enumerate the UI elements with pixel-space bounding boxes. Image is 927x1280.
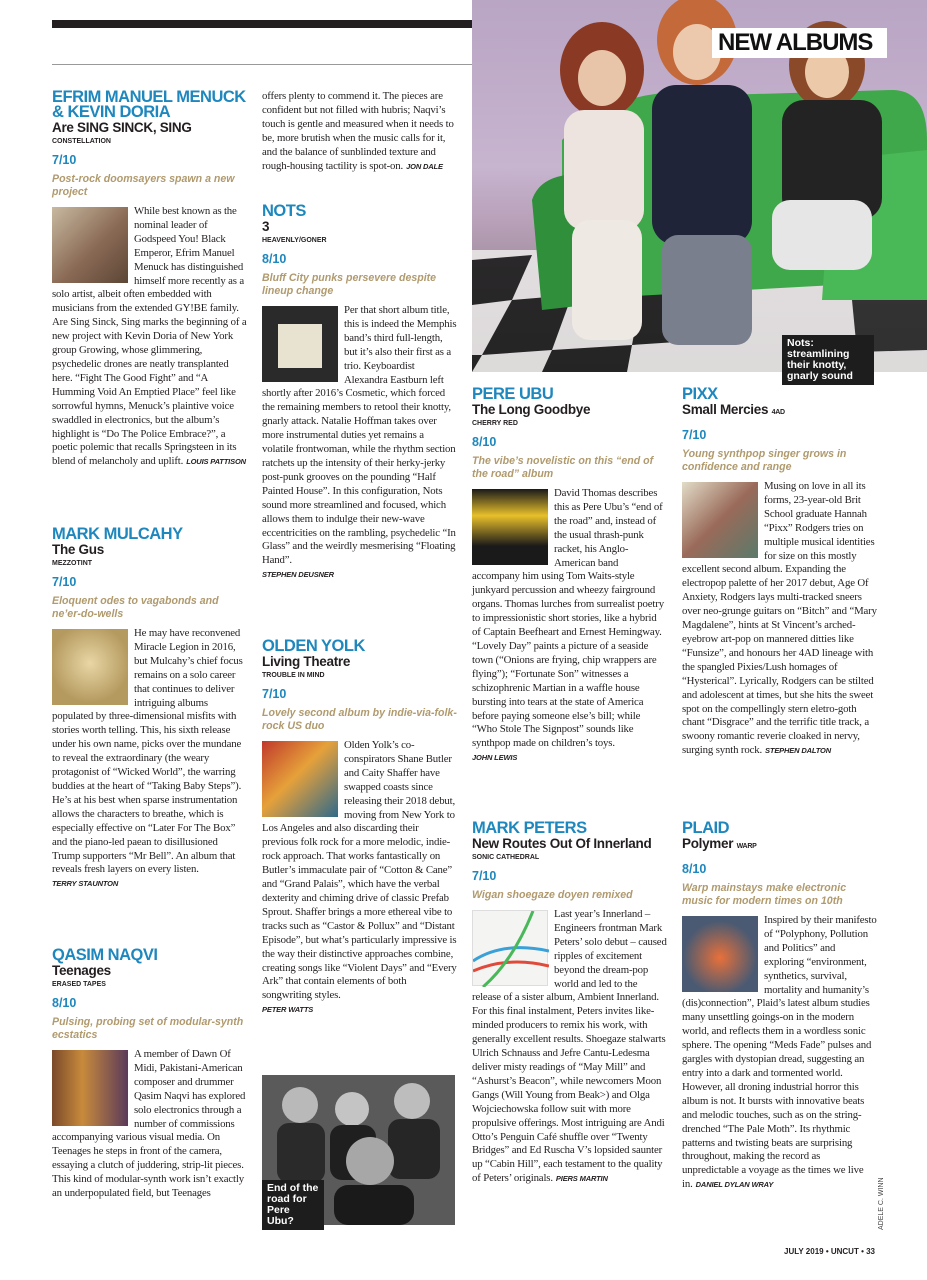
review-artist: QASIM NAQVI — [52, 946, 158, 964]
review-mark-peters — [472, 821, 667, 1186]
review-rating: 8/10 — [52, 996, 77, 1010]
review-album: Teenages — [52, 963, 111, 978]
review-byline: JON DALE — [406, 161, 443, 171]
review-artist: PLAID — [682, 819, 729, 837]
review-body — [262, 739, 457, 1017]
review-text: Olden Yolk’s co-conspirators Shane Butler and Caity Shaffer have swapped coasts since releasing their 2018 debut, moving from New York to Los Angeles and also discarding their previous folk rock for a more melodic, indie-rock approach. That works fantastically on Butler’s immaculate pair of “Cotton & Cane” and “Grand Palais”, which have the verbal dexterity and chiming drive of classic Prefab Sprout. Shaffer brings a more ethereal vibe to tracks such as “Castor & Pollux” and “Distant Episode”, but what’s particularly impressive is the way their distinctive approaches combine, creating songs like “Violent Days” and “Every Ark” that contain elements of both songwriting styles. — [262, 739, 457, 1002]
review-artist: PIXX — [682, 385, 718, 403]
review-byline: JOHN LEWIS — [472, 753, 518, 763]
review-byline: DANIEL DYLAN WRAY — [695, 1180, 774, 1190]
review-rating: 7/10 — [52, 153, 77, 167]
review-artist: MARK PETERS — [472, 819, 587, 837]
review-artist: NOTS — [262, 202, 306, 220]
review-album-title: Polymer — [682, 836, 734, 851]
review-byline: STEPHEN DEUSNER — [262, 570, 334, 580]
review-text: A member of Dawn Of Midi, Pakistani-American composer and drummer Qasim Naqvi has explored solo electronics through a number of commissions accompanying various visual media. On Teenages he steps in front of the camera, essaying a clutch of juddering, strip-lit pieces. This kind of modular-synth work isn’t exactly an underpopulated field, but Teenages — [52, 1048, 246, 1200]
review-text: Per that short album title, this is indeed the Memphis band’s third full-length, but it’s also their first as a trio. Keyboardist Alexandra Eastburn left shortly after 2016’s Cosmetic, which forced the remaining members to retool their knotty, gnarly attack. Natalie Hoffman takes over more instrumental duties yet remains a volatile frontwoman, while the rhythm section ratchets up the intensity of their herky-jerky post-punk grooves on the pounding “Half Painted House”. In this configuration, Nots sound more streamlined and focused, which allows them to indulge their new-wave eccentricities on the rambling, psychedelic “In Glass” and the weirdly mesmerising “Floating Hand”. — [262, 304, 457, 567]
review-body — [262, 90, 457, 173]
review-label: MEZZOTINT — [52, 560, 93, 567]
review-artist: OLDEN YOLK — [262, 637, 365, 655]
album-cover-pixx — [682, 482, 758, 558]
review-album: New Routes Out Of Innerland — [472, 836, 652, 851]
review-artist: PERE UBU — [472, 385, 554, 403]
review-rating: 8/10 — [262, 252, 287, 266]
review-artist: EFRIM MANUEL MENUCK & KEVIN DORIA — [52, 88, 246, 121]
review-album: The Long Goodbye — [472, 402, 591, 417]
review-text: Last year’s Innerland – Engineers frontman Mark Peters’ solo debut – caused ripples of excitement beyond the dream-pop world and led to the release of a sister album, Ambient Innerland. For this final instalment, Peters invites like-minded producers to remix his work, with generally excellent results. Shoegaze stalwarts Ulrich Schnauss and Jefre Cantu-Ledesma deliver misty readings of “May Mill” and “Ashurst’s Beacon”, while newcomers Moon Gangs (Will Young from Beak>) and Olga Wojciechowska follow suit with more propulsive offerings. Most intriguing are Andi Otto’s Penguin Café shuffle over “Twenty Bridges” and Ed Ruscha V’s lopsided saunter up “Cabin Hill”, each testament to the quality of Peters’ originals. — [472, 908, 667, 1185]
review-byline: TERRY STAUNTON — [52, 879, 119, 889]
review-album-title: Small Mercies — [682, 402, 769, 417]
review-rating: 8/10 — [472, 435, 497, 449]
review-body — [472, 487, 667, 765]
review-album — [682, 836, 877, 854]
review-tagline: Post-rock doomsayers spawn a new project — [52, 173, 235, 198]
review-tagline: Eloquent odes to vagabonds and ne’er-do-wells — [52, 595, 219, 620]
review-label: ERASED TAPES — [52, 981, 106, 988]
review-tagline: The vibe’s novelistic on this “end of the road” album — [472, 455, 654, 480]
review-label: SONIC CATHEDRAL — [472, 854, 540, 861]
review-plaid — [682, 821, 877, 1192]
review-text: While best known as the nominal leader of Godspeed You! Black Emperor, Efrim Manuel Menuck has distinguished himself more recently as a solo artist, albeit often embedded with musicians from the extended GY!BE family. Are Sing Sinck, Sing marks the beginning of a new project with Kevin Doria of New York group Growing, whose glimmering, psychedelic drones are neatly transplanted here. “Fight The Good Fight” and “A Humming Void An Emptied Place” feel like sorrowful hymns, Menuck’s plaintive voice swaddled in electronics, but the album’s highlight is “Do The Police Embrace?”, a poetic polemic that recalls Springsteen in its blend of melancholy and uplift. — [52, 205, 247, 468]
review-rating: 7/10 — [52, 575, 77, 589]
review-label: CHERRY RED — [472, 420, 518, 427]
review-artist: MARK MULCAHY — [52, 525, 183, 543]
review-body — [52, 627, 247, 891]
header-hairline — [52, 64, 472, 65]
album-cover-menuck — [52, 207, 128, 283]
review-mulcahy — [52, 527, 247, 891]
review-tagline: Young synthpop singer grows in confidence and range — [682, 448, 847, 473]
review-rating: 7/10 — [262, 687, 287, 701]
nots-photo-caption: Nots: streamlining their knotty, gnarly sound — [782, 335, 874, 385]
album-cover-plaid — [682, 916, 758, 992]
review-byline: PETER WATTS — [262, 1005, 314, 1015]
section-banner: NEW ALBUMS — [712, 28, 887, 58]
review-tagline: Wigan shoegaze doyen remixed — [472, 889, 633, 901]
review-body — [472, 908, 667, 1186]
review-label: HEAVENLY/GONER — [262, 237, 327, 244]
album-cover-mark-peters — [472, 910, 548, 986]
review-text: offers plenty to commend it. The pieces are confident but not filled with hubris; Naqvi’s touch is gentle and measured when it needs to be, more brutish when the music calls for it, and the balance of sunblinded texture and rough-housing tactility is spot-on. — [262, 90, 454, 172]
review-byline: LOUIS PATTISON — [186, 457, 246, 467]
pere-ubu-photo-caption: End of the road for Pere Ubu? — [262, 1180, 324, 1230]
review-naqvi-continued — [262, 90, 457, 173]
review-text: He may have reconvened Miracle Legion in 2016, but Mulcahy’s chief focus remains on a solo career that continues to deliver intriguing albums populated by three-dimensional misfits with stories worth telling. This, his sixth release under his own name, picks over the mundane to reveal the extraordinary (the weary protagonist of “Wicked World”, the warring buddies at the heart of “Taking Baby Steps”). He’s at his best when sparse instrumentation allows the characters to breathe, which is especially effective on “Later For The Box” and the piano-led paean to disillusioned Trump supporters “Mr Bell”. An album that reveals fresh layers on every listen. — [52, 627, 243, 876]
review-body — [262, 304, 457, 582]
review-rating: 8/10 — [682, 862, 707, 876]
review-tagline: Pulsing, probing set of modular-synth ecstatics — [52, 1016, 244, 1041]
review-label: 4AD — [771, 409, 785, 416]
review-menuck — [52, 90, 247, 469]
review-tagline: Warp mainstays make electronic music for modern times on 10th — [682, 882, 847, 907]
review-pere-ubu — [472, 387, 667, 765]
peters-cover-art — [473, 911, 549, 987]
page-footer: JULY 2019 • UNCUT • 33 — [784, 1247, 875, 1256]
review-olden-yolk — [262, 639, 457, 1017]
review-album: 3 — [262, 219, 270, 234]
review-naqvi — [52, 948, 247, 1201]
review-label: TROUBLE IN MIND — [262, 672, 325, 679]
review-tagline: Lovely second album by indie-via-folk-rock US duo — [262, 707, 457, 732]
review-rating: 7/10 — [472, 869, 497, 883]
album-cover-nots — [262, 306, 338, 382]
album-cover-naqvi — [52, 1050, 128, 1126]
review-album: Are SING SINCK, SING — [52, 120, 192, 135]
review-byline: STEPHEN DALTON — [765, 746, 831, 756]
album-cover-mulcahy — [52, 629, 128, 705]
review-body — [682, 480, 877, 758]
review-pixx — [682, 387, 877, 758]
review-body — [52, 205, 247, 469]
review-album: The Gus — [52, 542, 104, 557]
review-text: Inspired by their manifesto of “Polyphony, Pollution and Politics” and exploring “environment, synthetics, survival, mortality and humanity’s (dis)connection”, Plaid’s latest album studies many unsettling goings-on in the modern world, and reflects them in a wordless sonic sphere. The opening “Meds Fade” pulses and gargles with dystopian dread, suggesting an entry into a dark and tormented world. However, all droning industrial horror this album is not. It bursts with innovative beats and melodic touches, such as on the string-drenched “The Pale Moth”. Its rhythmic patterns and twisting beats are surprising throughout, making the record as unpredictable a voyage as the times we live in. — [682, 914, 877, 1191]
album-cover-pere-ubu — [472, 489, 548, 565]
review-nots — [262, 204, 457, 582]
review-text: David Thomas describes this as Pere Ubu’s “end of the road” and, instead of the usual thrash-punk racket, his Anglo-American band accompany him using Tom Waits-style junkyard percussion and wheezy fairground organs. Thomas lurches from surrealist poetry to impressionistic short stories, like a hybrid of Captain Beefheart and Ernest Hemingway. “Lovely Day” paints a picture of a seaside town (“Onions are frying, chip wrappers are flying”); “Fortunate Son” witnesses a schizophrenic Martian in a waffle house bursting into tears at the state of America before paying someone else’s bill; while “Who Stole The Signpost” sounds like synthpop made on children’s toys. — [472, 487, 664, 750]
review-body — [682, 914, 877, 1192]
photo-credit: ADELE C. WINN — [878, 1177, 885, 1230]
review-body — [52, 1048, 247, 1201]
review-tagline: Bluff City punks persevere despite lineup change — [262, 272, 437, 297]
review-album: Living Theatre — [262, 654, 351, 669]
review-byline: PIERS MARTIN — [555, 1174, 608, 1184]
review-label: WARP — [736, 843, 757, 850]
review-album — [682, 402, 877, 420]
review-label: CONSTELLATION — [52, 138, 111, 145]
album-cover-olden-yolk — [262, 741, 338, 817]
review-rating: 7/10 — [682, 428, 707, 442]
review-text: Musing on love in all its forms, 23-year-old Brit School graduate Hannah “Pixx” Rodgers tries on multiple musical identities for size on this mostly excellent second album. Expanding the electropop palette of her 2017 debut, Age Of Anxiety, Rodgers lays multi-tracked sneers over neo-grunge guitars on “Bitch” and “Mary Magdalene”, hints at St Vincent’s arched-eyebrow art-pop on mannered ditties like “Funsize”, and honours her 4AD lineage with the spangled Pixies/Lush homages of “Hysterical”. Lyrically, Rodgers can be stilted and adolescent at times, but she hits the sweet spot on the compellingly stern eletro-goth chant “Disgrace” and the terrific title track, a swoony romantic reverie cloaked in nervy, surging synth rock. — [682, 480, 877, 757]
